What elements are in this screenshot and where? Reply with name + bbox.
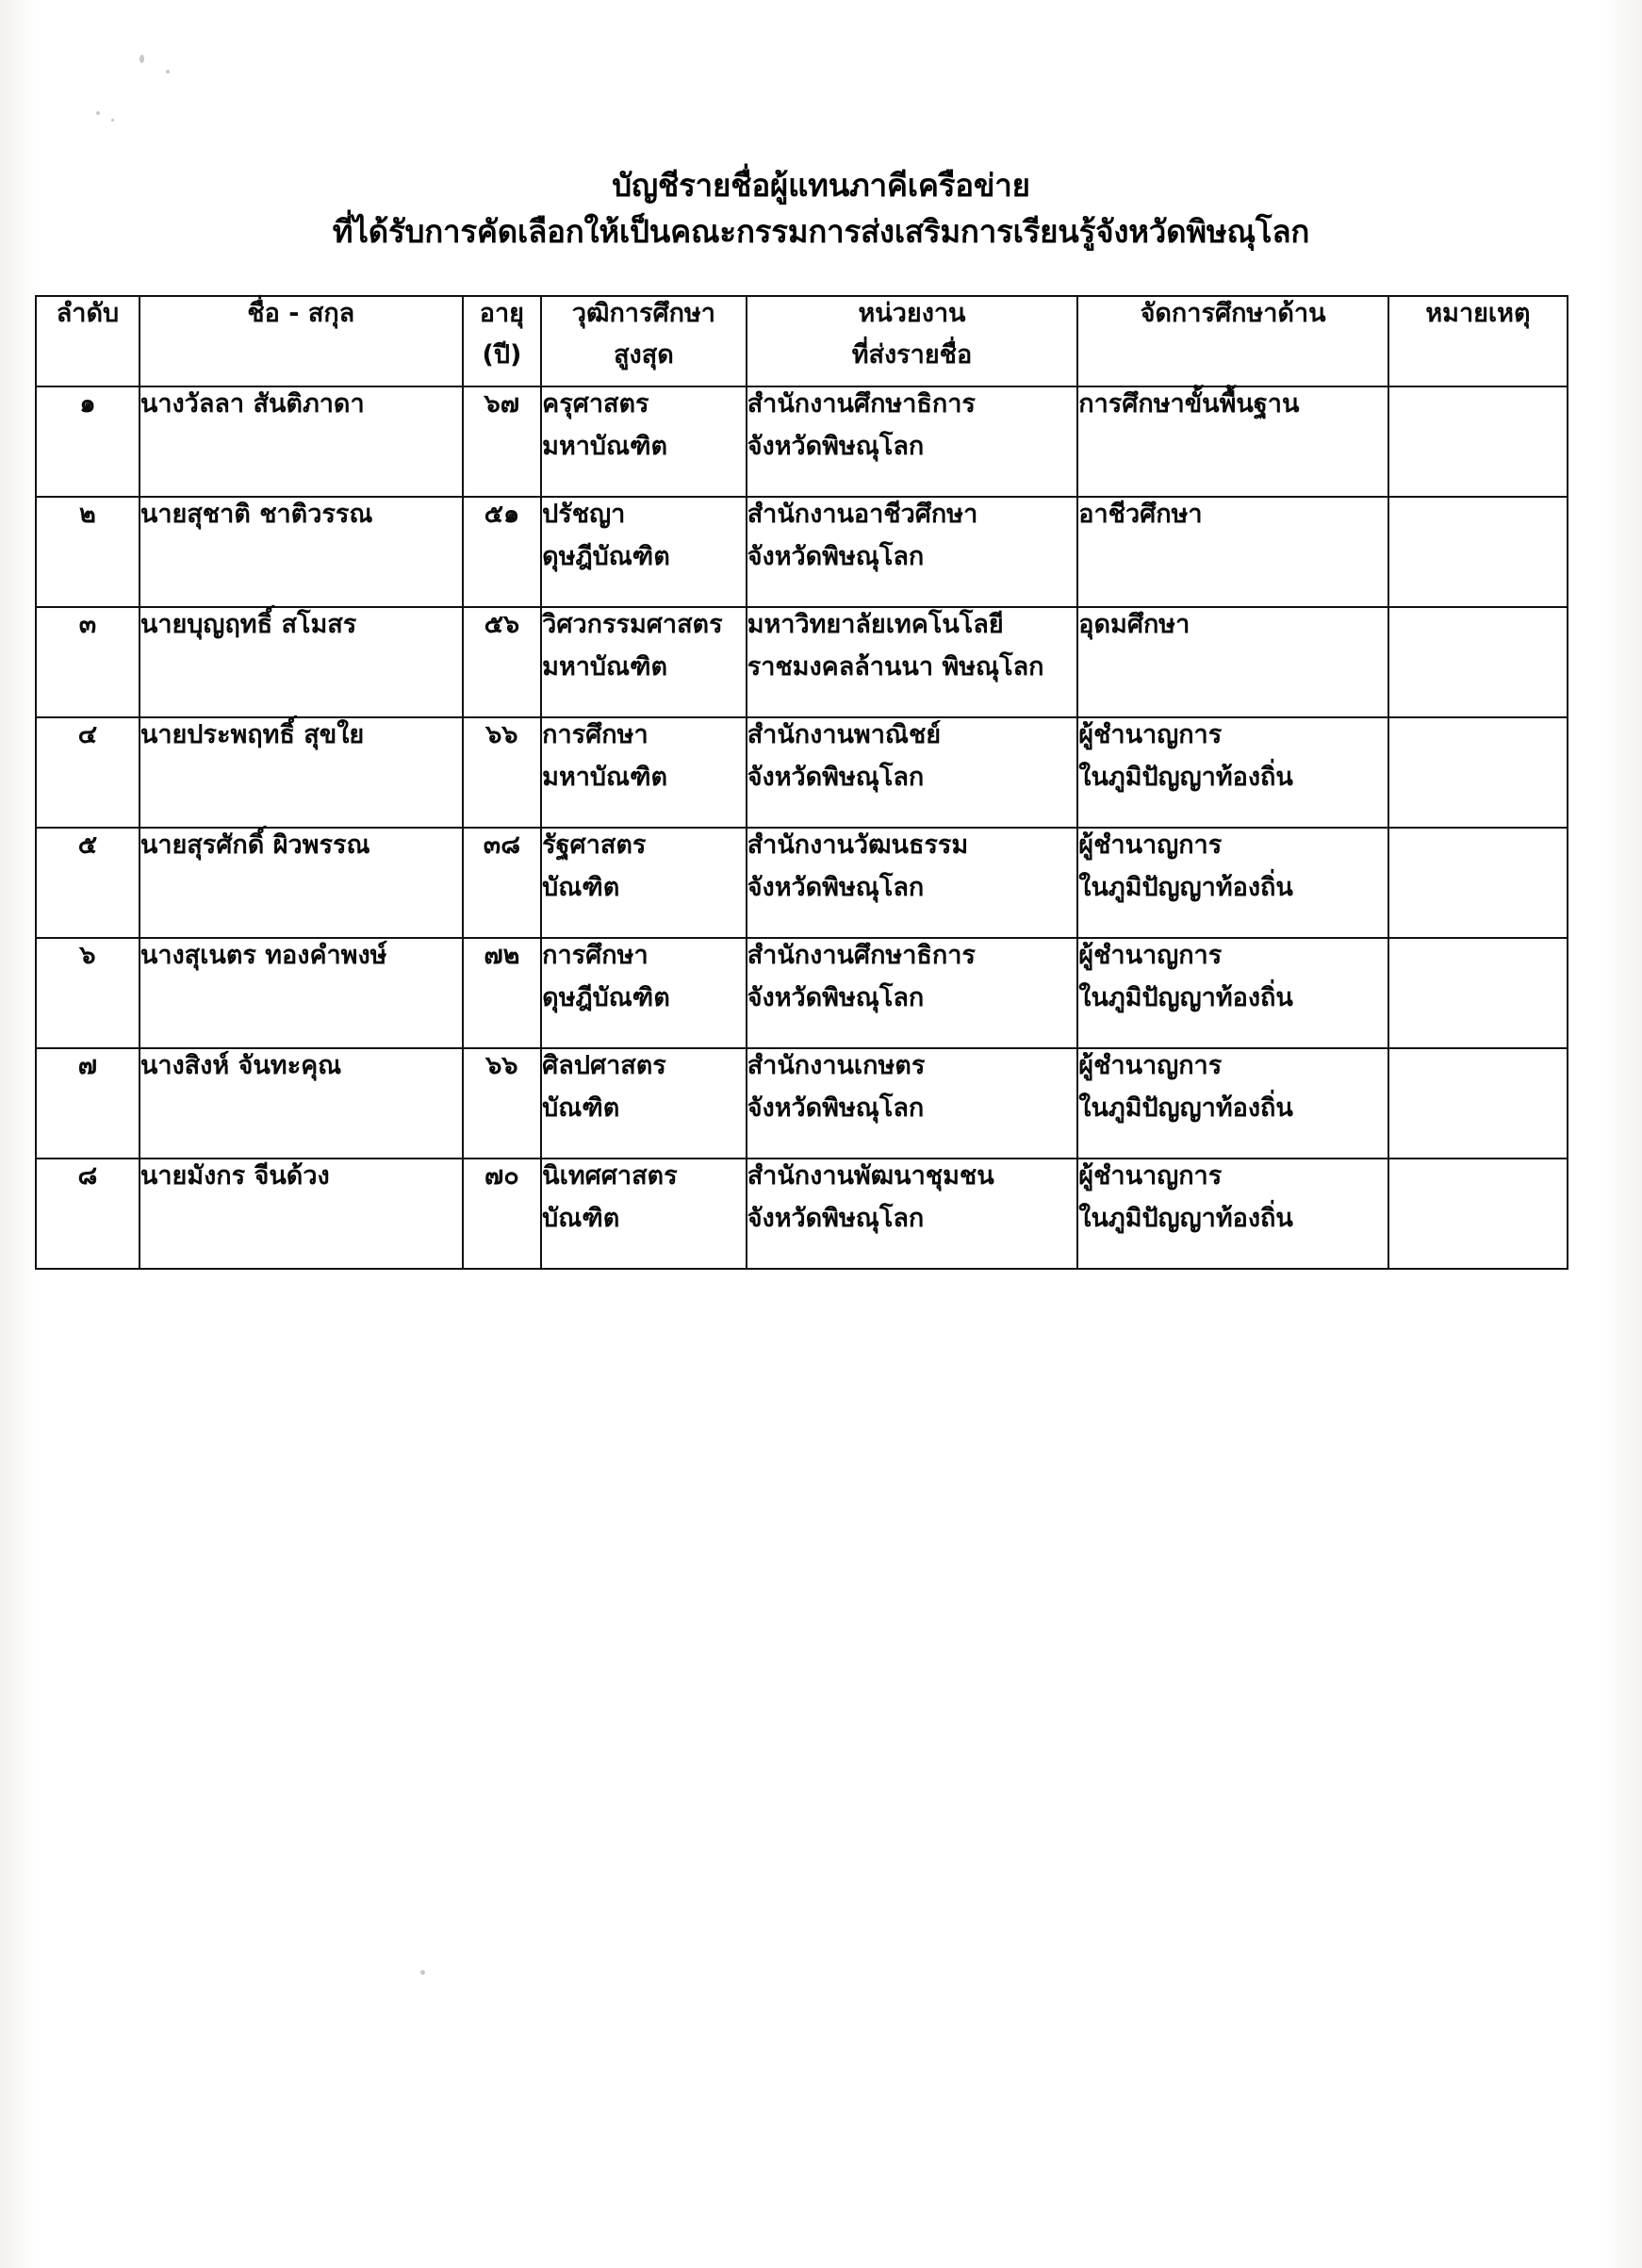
full-name: นายมังกร จีนด้วง (140, 1161, 330, 1191)
field-line1: อาชีวศึกษา (1078, 500, 1203, 529)
age-value: ๖๖ (485, 1051, 518, 1080)
cell-note (1388, 1159, 1568, 1269)
table-row (36, 938, 1568, 1048)
cell-order-number (36, 386, 140, 497)
table-body (36, 386, 1568, 1269)
cell-age (463, 938, 542, 1048)
cell-agency (747, 717, 1078, 828)
cell-note (1388, 607, 1568, 717)
cell-education-field (1077, 386, 1388, 497)
field-line2: ในภูมิปัญญาท้องถิ่น (1078, 762, 1293, 792)
cell-education-field (1077, 497, 1388, 607)
field-line2: ในภูมิปัญญาท้องถิ่น (1078, 1203, 1293, 1233)
order-number: ๕ (77, 830, 98, 860)
cell-degree (541, 386, 747, 497)
agency-line2: ราชมงคลล้านนา พิษณุโลก (747, 651, 1044, 682)
scan-artifact-speck (111, 119, 114, 122)
order-number: ๔ (77, 720, 98, 749)
table-header-row (36, 296, 1568, 386)
order-number: ๘ (77, 1161, 98, 1191)
cell-agency (747, 607, 1078, 717)
agency-line2: จังหวัดพิษณุโลก (747, 872, 925, 902)
cell-degree (541, 1048, 747, 1159)
age-value: ๕๑ (484, 500, 520, 529)
column-header-note: หมายเหตุ (1388, 296, 1568, 386)
cell-order-number (36, 497, 140, 607)
title-line-2: ที่ได้รับการคัดเลือกให้เป็นคณะกรรมการส่งเสริมการเรียนรู้จังหวัดพิษณุโลก (332, 212, 1310, 250)
field-line1: ผู้ชำนาญการ (1078, 720, 1223, 749)
cell-order-number (36, 938, 140, 1048)
cell-agency (747, 497, 1078, 607)
scan-artifact-speck (96, 111, 100, 115)
cell-agency (747, 938, 1078, 1048)
column-header-age-line1: อายุ (479, 299, 524, 328)
table-row (36, 607, 1568, 717)
cell-full-name (140, 717, 463, 828)
scan-artifact-speck (420, 1970, 425, 1975)
full-name: นายบุญฤทธิ์ สโมสร (140, 610, 357, 639)
order-number: ๒ (79, 500, 96, 529)
degree-line1: การศึกษา (542, 720, 649, 749)
degree-line1: ศิลปศาสตร (542, 1051, 666, 1080)
table-row (36, 1159, 1568, 1269)
agency-line1: สำนักงานวัฒนธรรม (747, 830, 969, 860)
degree-line2: มหาบัณฑิต (542, 762, 668, 792)
degree-line2: ดุษฎีบัณฑิต (542, 541, 670, 571)
cell-order-number (36, 828, 140, 938)
cell-full-name (140, 607, 463, 717)
cell-education-field (1077, 938, 1388, 1048)
degree-line2: บัณฑิต (542, 872, 620, 902)
cell-full-name (140, 1159, 463, 1269)
column-header-degree-line1: วุฒิการศึกษา (571, 299, 715, 328)
age-value: ๗๐ (484, 1161, 519, 1191)
column-header-agency (747, 296, 1078, 386)
cell-degree (541, 607, 747, 717)
table-row (36, 1048, 1568, 1159)
agency-line2: จังหวัดพิษณุโลก (747, 1093, 925, 1123)
cell-age (463, 386, 542, 497)
cell-agency (747, 386, 1078, 497)
degree-line1: รัฐศาสตร (542, 830, 647, 860)
agency-line2: จังหวัดพิษณุโลก (747, 762, 925, 792)
agency-line2: จังหวัดพิษณุโลก (747, 1203, 925, 1233)
cell-degree (541, 938, 747, 1048)
cell-order-number (36, 607, 140, 717)
degree-line2: บัณฑิต (542, 1203, 620, 1233)
agency-line1: สำนักงานพาณิชย์ (747, 720, 942, 749)
cell-note (1388, 828, 1568, 938)
agency-line1: มหาวิทยาลัยเทคโนโลยี (747, 610, 1004, 639)
age-value: ๖๖ (485, 720, 518, 749)
cell-age (463, 607, 542, 717)
cell-age (463, 1159, 542, 1269)
cell-order-number (36, 717, 140, 828)
order-number: ๑ (79, 389, 96, 419)
scan-artifact-speck (140, 55, 144, 63)
column-header-degree (541, 296, 747, 386)
scan-artifact-speck (166, 70, 170, 74)
column-header-agency-line2: ที่ส่งรายชื่อ (851, 340, 973, 370)
cell-agency (747, 1048, 1078, 1159)
table-row (36, 717, 1568, 828)
column-header-age (463, 296, 542, 386)
degree-line1: ปรัชญา (542, 500, 626, 529)
age-value: ๗๒ (484, 941, 520, 970)
full-name: นายสุรศักดิ์ ผิวพรรณ (140, 830, 370, 860)
cell-full-name (140, 938, 463, 1048)
field-line1: ผู้ชำนาญการ (1078, 941, 1223, 970)
full-name: นายประพฤทธิ์ สุขใย (140, 720, 365, 749)
field-line1: ผู้ชำนาญการ (1078, 1161, 1223, 1191)
field-line2: ในภูมิปัญญาท้องถิ่น (1078, 1093, 1293, 1123)
cell-full-name (140, 1048, 463, 1159)
agency-line1: สำนักงานศึกษาธิการ (747, 389, 976, 419)
cell-education-field (1077, 607, 1388, 717)
order-number: ๖ (79, 941, 96, 970)
cell-agency (747, 828, 1078, 938)
degree-line2: มหาบัณฑิต (542, 651, 668, 682)
degree-line1: นิเทศศาสตร (542, 1161, 678, 1191)
field-line2: ในภูมิปัญญาท้องถิ่น (1078, 982, 1293, 1012)
field-line1: ผู้ชำนาญการ (1078, 830, 1223, 860)
cell-degree (541, 717, 747, 828)
agency-line1: สำนักงานศึกษาธิการ (747, 941, 976, 970)
full-name: นางวัลลา สันติภาดา (140, 389, 365, 419)
degree-line1: ครุศาสตร (542, 389, 649, 419)
cell-degree (541, 828, 747, 938)
degree-line2: บัณฑิต (542, 1093, 620, 1123)
agency-line1: สำนักงานเกษตร (747, 1051, 926, 1080)
age-value: ๕๖ (484, 610, 520, 639)
full-name: นายสุชาติ ชาติวรรณ (140, 500, 373, 529)
cell-age (463, 828, 542, 938)
cell-degree (541, 497, 747, 607)
table-row (36, 828, 1568, 938)
age-value: ๖๗ (484, 389, 520, 419)
column-header-agency-line1: หน่วยงาน (858, 299, 966, 328)
cell-full-name (140, 497, 463, 607)
cell-education-field (1077, 828, 1388, 938)
cell-full-name (140, 828, 463, 938)
order-number: ๗ (77, 1051, 98, 1080)
degree-line1: การศึกษา (542, 941, 649, 970)
degree-line1: วิศวกรรมศาสตร (542, 610, 723, 639)
agency-line2: จังหวัดพิษณุโลก (747, 541, 925, 571)
agency-line2: จังหวัดพิษณุโลก (747, 982, 925, 1012)
full-name: นางสิงห์ จันทะคุณ (140, 1051, 342, 1080)
cell-note (1388, 1048, 1568, 1159)
agency-line1: สำนักงานอาชีวศึกษา (747, 500, 978, 529)
field-line1: ผู้ชำนาญการ (1078, 1051, 1223, 1080)
degree-line2: มหาบัณฑิต (542, 431, 668, 461)
age-value: ๓๘ (483, 830, 521, 860)
cell-note (1388, 717, 1568, 828)
agency-line1: สำนักงานพัฒนาชุมชน (747, 1161, 994, 1191)
cell-full-name (140, 386, 463, 497)
cell-age (463, 1048, 542, 1159)
table-row (36, 497, 1568, 607)
column-header-name: ชื่อ - สกุล (140, 296, 463, 386)
cell-order-number (36, 1048, 140, 1159)
field-line1: การศึกษาขั้นพื้นฐาน (1078, 389, 1300, 419)
cell-education-field (1077, 1159, 1388, 1269)
table-row (36, 386, 1568, 497)
column-header-no: ลำดับ (36, 296, 140, 386)
field-line1: อุดมศึกษา (1078, 610, 1190, 639)
document-title (0, 166, 1642, 253)
degree-line2: ดุษฎีบัณฑิต (542, 982, 670, 1012)
cell-agency (747, 1159, 1078, 1269)
agency-line2: จังหวัดพิษณุโลก (747, 431, 925, 461)
cell-age (463, 497, 542, 607)
field-line2: ในภูมิปัญญาท้องถิ่น (1078, 872, 1293, 902)
cell-note (1388, 386, 1568, 497)
column-header-age-line2: (ปี) (482, 340, 522, 370)
column-header-field: จัดการศึกษาด้าน (1077, 296, 1388, 386)
full-name: นางสุเนตร ทองคำพงษ์ (140, 941, 387, 970)
cell-age (463, 717, 542, 828)
cell-education-field (1077, 717, 1388, 828)
representatives-table (35, 295, 1568, 1270)
cell-note (1388, 938, 1568, 1048)
order-number: ๓ (78, 610, 97, 639)
table-header (36, 296, 1568, 386)
cell-order-number (36, 1159, 140, 1269)
cell-note (1388, 497, 1568, 607)
cell-degree (541, 1159, 747, 1269)
column-header-degree-line2: สูงสุด (614, 340, 674, 370)
cell-education-field (1077, 1048, 1388, 1159)
title-line-1: บัญชีรายชื่อผู้แทนภาคีเครือข่าย (612, 167, 1030, 204)
